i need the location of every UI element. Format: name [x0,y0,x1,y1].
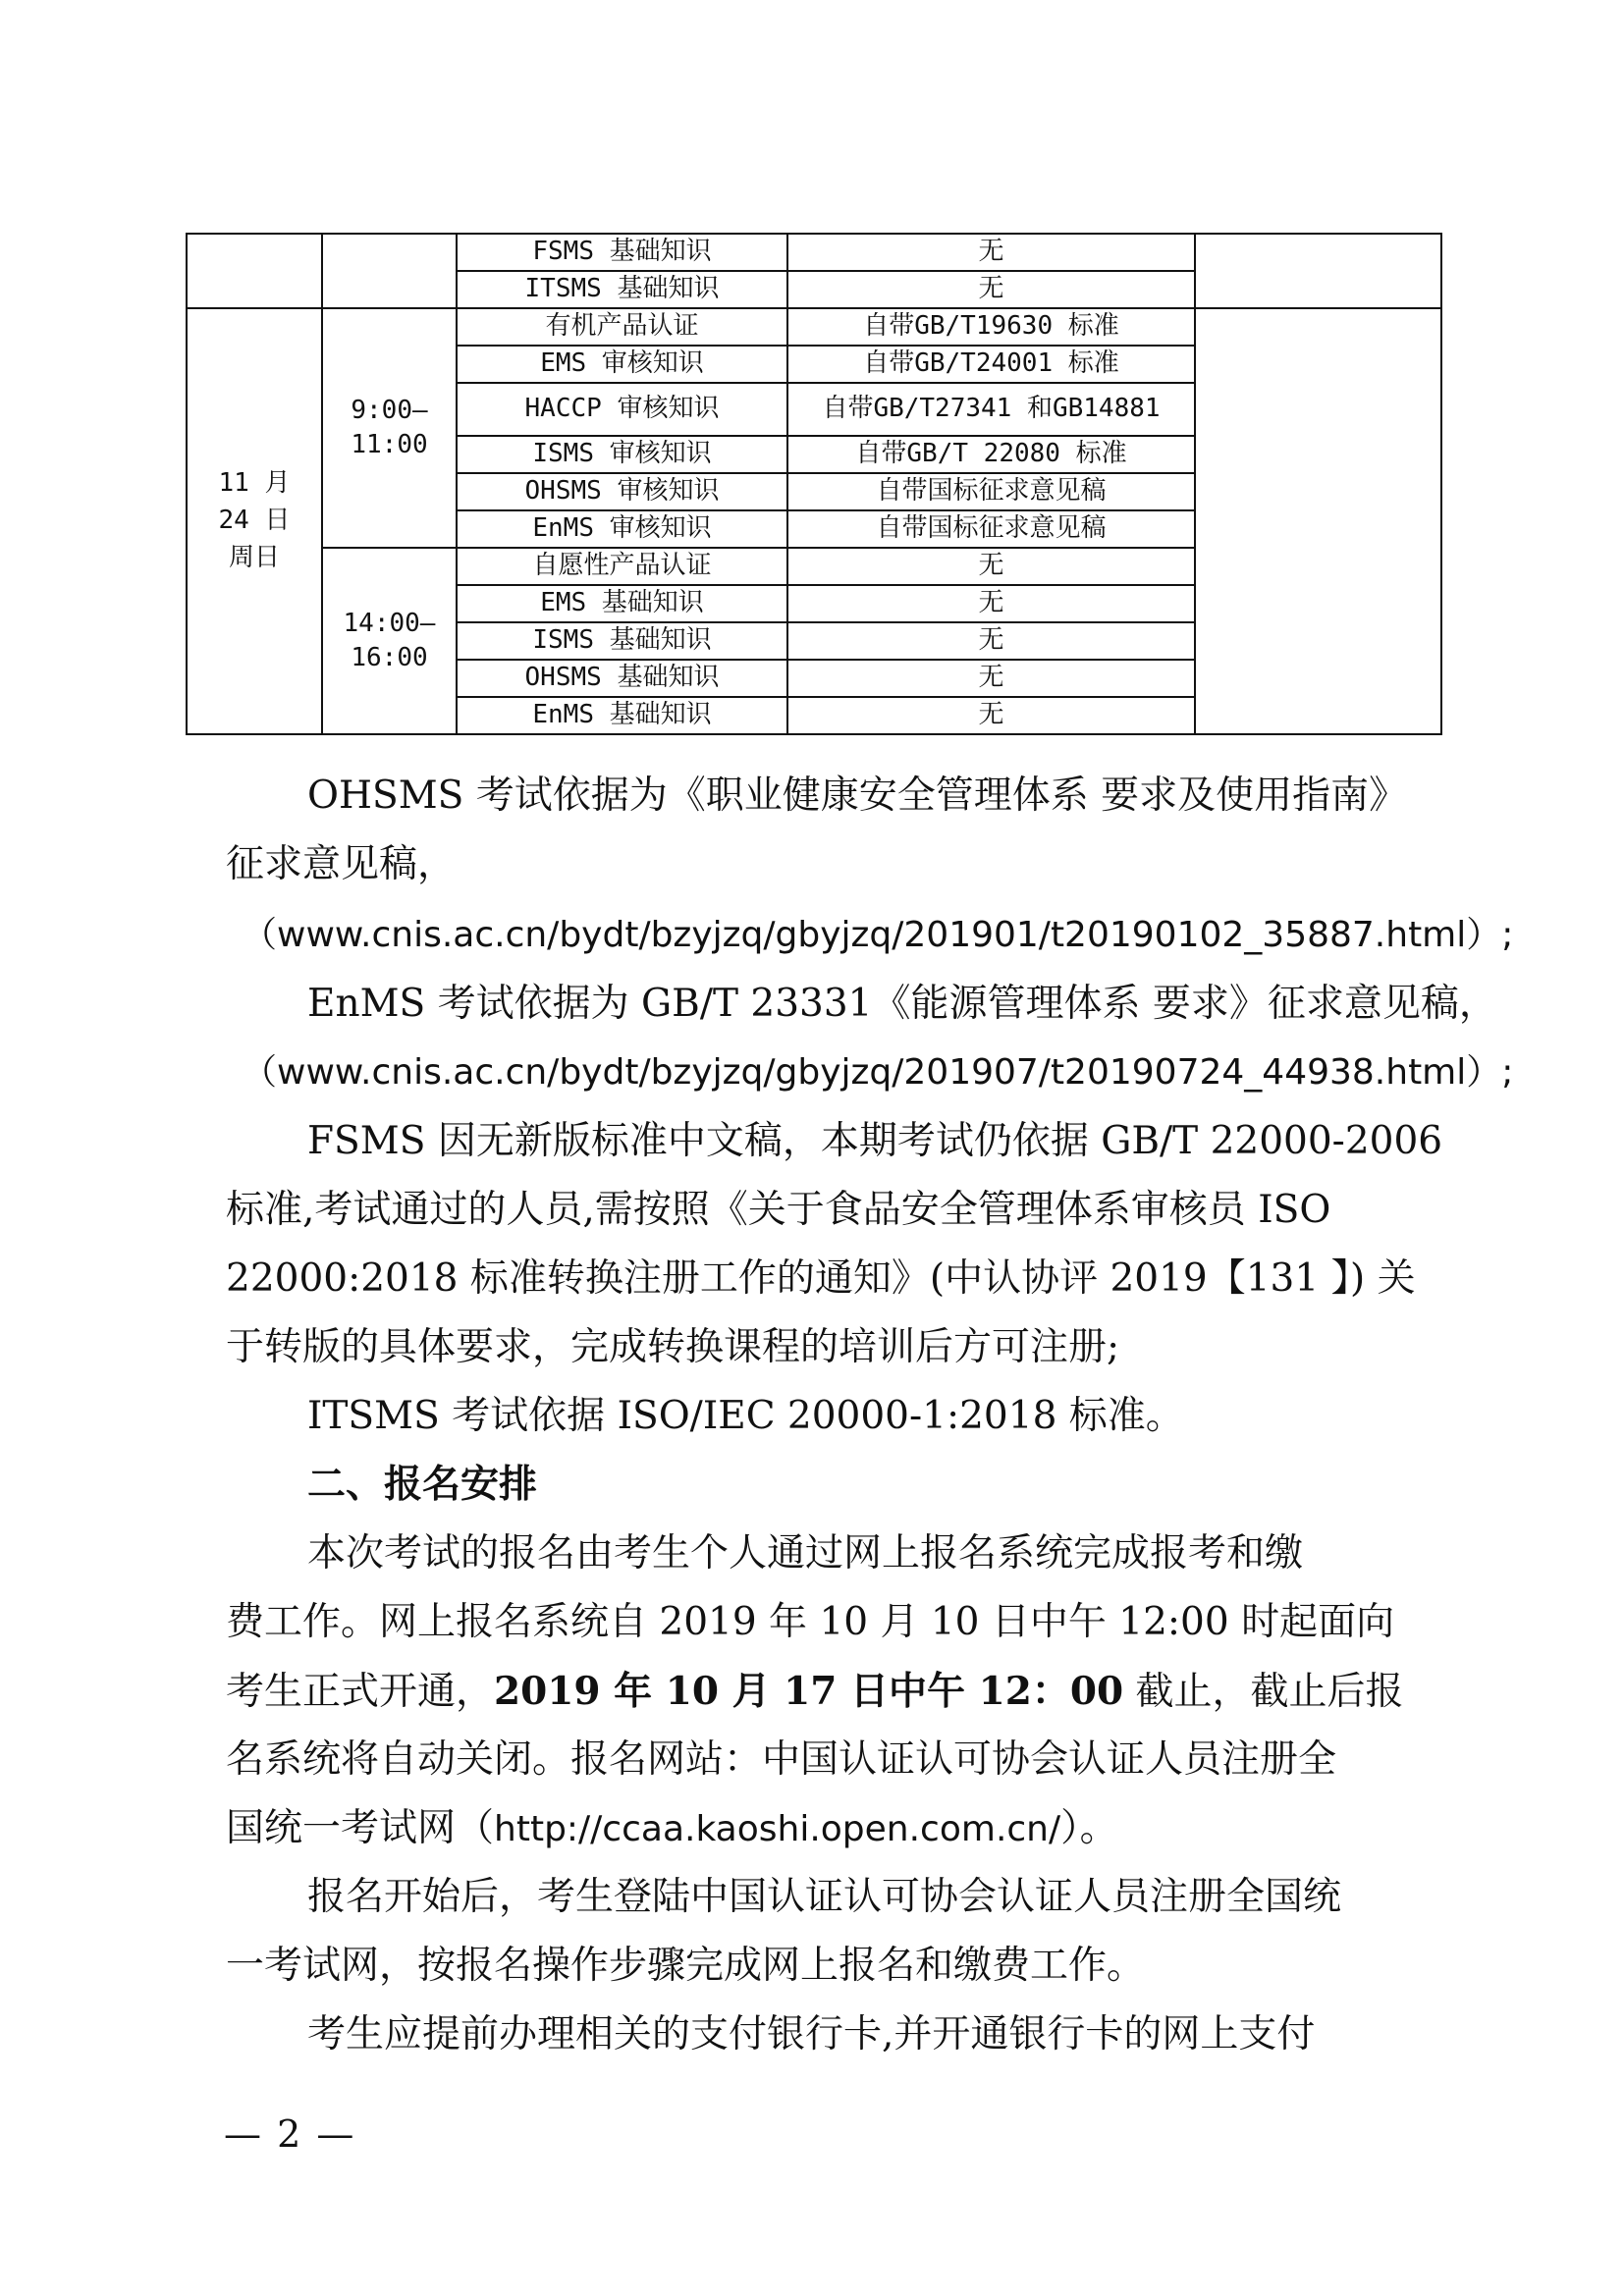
material-cell: 无 [787,660,1195,697]
time-start: 14:00— [343,608,436,638]
subject-cell: OHSMS 审核知识 [457,473,787,510]
subject-cell: 自愿性产品认证 [457,548,787,585]
time-slot-morning [322,308,457,548]
exam-schedule-table [186,233,1442,735]
material-cell: 自带GB/T24001 标准 [787,346,1195,383]
time-end: 16:00 [351,643,428,672]
date-cell-prev [187,234,322,308]
subject-cell: HACCP 审核知识 [457,383,787,436]
ohsms-basis-line: OHSMS 考试依据为《职业健康安全管理体系 要求及使用指南》 [307,774,1408,818]
time-cell-prev [322,234,457,308]
registration-line: 本次考试的报名由考生个人通过网上报名系统完成报考和缴 [307,1531,1304,1575]
registration-start-line: 一考试网，按报名操作步骤完成网上报名和缴费工作。 [226,1944,1146,1988]
registration-text: ）。 [1060,1806,1118,1850]
subject-cell: FSMS 基础知识 [457,234,787,271]
time-end: 11:00 [351,430,428,459]
fsms-basis-line: 于转版的具体要求，完成转换课程的培训后方可注册; [226,1325,1120,1369]
subject-cell: ISMS 基础知识 [457,622,787,660]
material-cell: 无 [787,585,1195,622]
fsms-basis-line: FSMS 因无新版标准中文稿，本期考试仍依据 GB/T 22000-2006 [307,1119,1443,1163]
date-label: 11 月24 日 [218,468,291,536]
remark-cell [1195,308,1441,734]
subject-cell: 有机产品认证 [457,308,787,346]
registration-deadline: 2019 年 10 月 17 日中午 12：00 [494,1669,1124,1714]
registration-line [226,1657,1414,1727]
time-slot-afternoon [322,548,457,734]
material-cell: 自带国标征求意见稿 [787,510,1195,548]
time-start: 9:00— [351,395,428,425]
registration-website-link[interactable]: http://ccaa.kaoshi.open.com.cn/ [494,1809,1061,1849]
date-cell [187,308,322,734]
material-cell: 无 [787,271,1195,308]
section-heading: 二、报名安排 [307,1463,538,1507]
material-cell: 自带GB/T27341 和GB14881 [787,383,1195,436]
weekday-label: 周日 [228,542,280,572]
subject-cell: ISMS 审核知识 [457,436,787,473]
material-cell: 无 [787,622,1195,660]
subject-cell: EnMS 审核知识 [457,510,787,548]
subject-cell: OHSMS 基础知识 [457,660,787,697]
fsms-basis-line: 22000:2018 标准转换注册工作的通知》(中认协评 2019【131 】) 关 [226,1256,1416,1301]
registration-text: 考生正式开通， [226,1670,495,1714]
enms-url: （www.cnis.ac.cn/bydt/bzyjzq/gbyjzq/201907/t20190724_44938.html）; [242,1052,1514,1093]
subject-cell: EMS 基础知识 [457,585,787,622]
registration-line [226,1794,1414,1864]
subject-cell: EMS 审核知识 [457,346,787,383]
material-cell: 无 [787,697,1195,734]
bank-card-line: 考生应提前办理相关的支付银行卡,并开通银行卡的网上支付 [307,2012,1316,2056]
subject-cell: ITSMS 基础知识 [457,271,787,308]
itsms-basis-line: ITSMS 考试依据 ISO/IEC 20000-1:2018 标准。 [307,1394,1184,1438]
enms-basis-line: EnMS 考试依据为 GB/T 23331《能源管理体系 要求》征求意见稿， [307,982,1497,1026]
material-cell: 自带GB/T19630 标准 [787,308,1195,346]
material-cell: 无 [787,548,1195,585]
registration-start-line: 报名开始后，考生登陆中国认证认可协会认证人员注册全国统 [307,1875,1342,1919]
page-number: — 2 — [224,2112,356,2156]
registration-line: 名系统将自动关闭。报名网站：中国认证认可协会认证人员注册全 [226,1737,1337,1782]
material-cell: 自带国标征求意见稿 [787,473,1195,510]
ohsms-url: （www.cnis.ac.cn/bydt/bzyjzq/gbyjzq/201901/t20190102_35887.html）; [242,915,1514,955]
registration-line: 费工作。网上报名系统自 2019 年 10 月 10 日中午 12:00 时起面向 [226,1600,1395,1644]
ohsms-basis-line: 征求意见稿， [226,842,457,886]
remark-cell-prev [1195,234,1441,308]
registration-text: 截止，截止后报 [1123,1670,1404,1714]
material-cell: 自带GB/T 22080 标准 [787,436,1195,473]
material-cell: 无 [787,234,1195,271]
fsms-basis-line: 标准,考试通过的人员,需按照《关于食品安全管理体系审核员 ISO [226,1188,1331,1232]
registration-text: 国统一考试网（ [226,1806,495,1850]
subject-cell: EnMS 基础知识 [457,697,787,734]
